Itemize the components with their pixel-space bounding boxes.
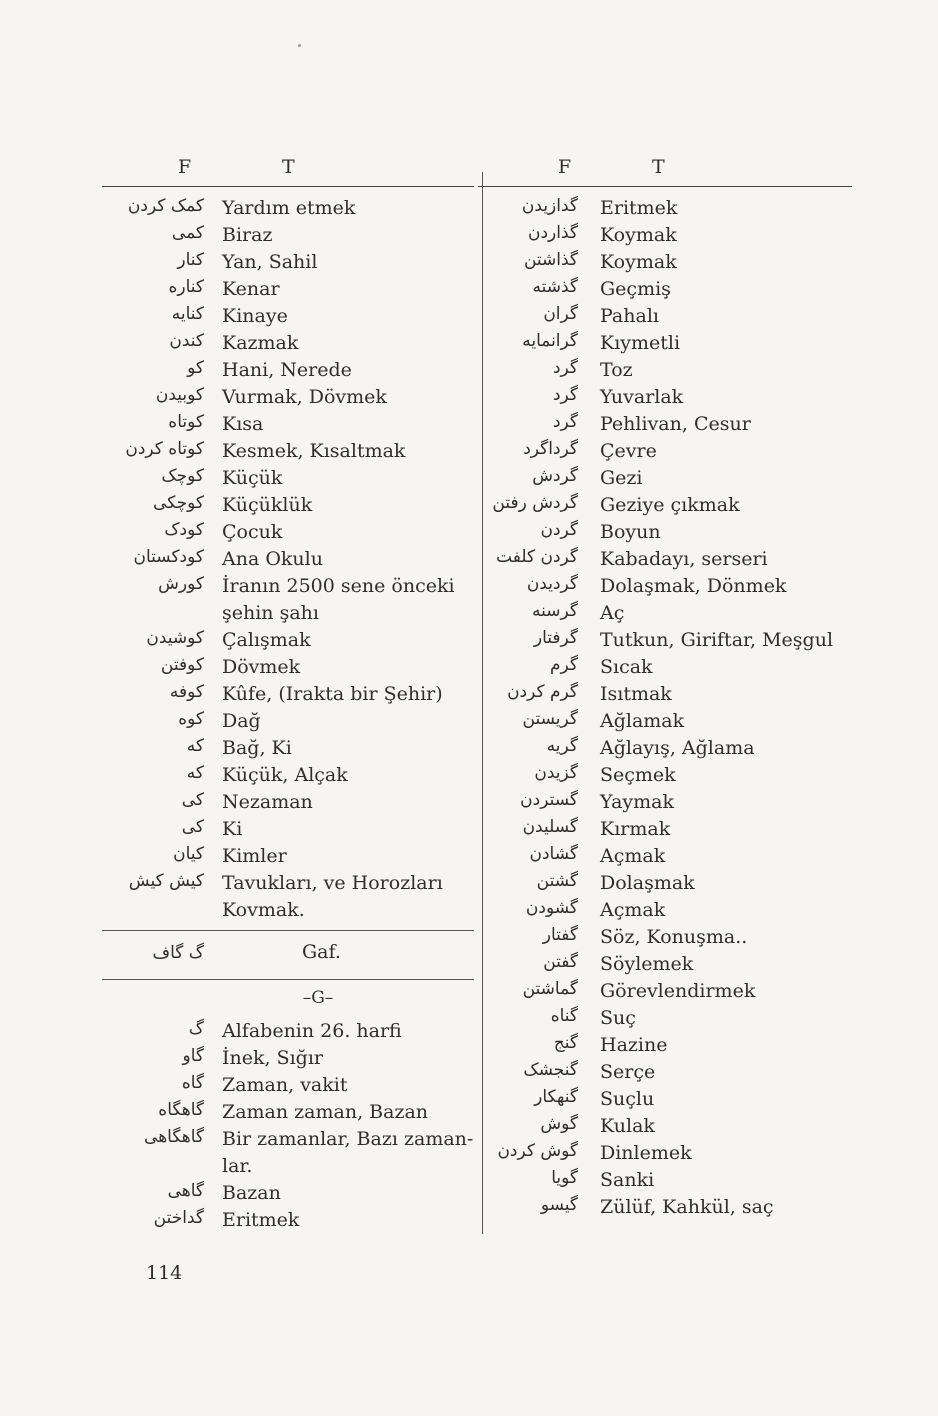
turkish-meaning: Ki — [222, 818, 243, 840]
persian-word: گذاردن — [527, 223, 578, 243]
dictionary-entry — [102, 789, 474, 816]
persian-word: گاهگاه — [158, 1100, 204, 1120]
turkish-meaning: Bazan — [222, 1182, 281, 1204]
turkish-meaning: Dağ — [222, 710, 261, 732]
dictionary-entry — [102, 816, 474, 843]
dictionary-entry — [102, 411, 474, 438]
persian-word: که — [186, 736, 204, 756]
dictionary-entry — [478, 384, 852, 411]
turkish-meaning: Geziye çıkmak — [600, 494, 740, 516]
right-column — [478, 152, 852, 1221]
dictionary-entry — [478, 1059, 852, 1086]
dictionary-entry — [102, 1018, 474, 1045]
dictionary-entry — [102, 708, 474, 735]
persian-word: گرانمایه — [522, 331, 578, 351]
dictionary-entry — [102, 546, 474, 573]
turkish-meaning: Suç — [600, 1007, 636, 1029]
turkish-meaning: Toz — [600, 359, 633, 381]
persian-word: گریه — [546, 736, 578, 756]
persian-word: گوش — [540, 1114, 578, 1134]
turkish-meaning: Çevre — [600, 440, 657, 462]
turkish-meaning: Geçmiş — [600, 278, 671, 300]
dictionary-entry — [478, 843, 852, 870]
turkish-meaning: Söz, Konuşma.. — [600, 926, 748, 948]
dictionary-entry — [102, 1207, 474, 1234]
turkish-meaning: Kazmak — [222, 332, 299, 354]
persian-word: گران — [543, 304, 578, 324]
turkish-meaning: Kırmak — [600, 818, 671, 840]
dictionary-entry — [478, 681, 852, 708]
turkish-meaning: Çalışmak — [222, 629, 311, 651]
persian-word: گفتار — [542, 925, 578, 945]
turkish-meaning: Suçlu — [600, 1088, 655, 1110]
persian-word: گویا — [551, 1168, 578, 1188]
dictionary-entry — [478, 357, 852, 384]
persian-word: گذاشتن — [523, 250, 578, 270]
persian-word: کندن — [169, 331, 204, 351]
header-rule — [102, 186, 474, 187]
turkish-meaning: Eritmek — [222, 1209, 300, 1231]
dictionary-entry — [102, 681, 474, 708]
persian-word: گردن — [540, 520, 578, 540]
persian-word: گشتن — [536, 871, 578, 891]
dictionary-entry — [478, 222, 852, 249]
turkish-meaning: Yaymak — [600, 791, 674, 813]
dictionary-entry — [478, 438, 852, 465]
section-title: Gaf. — [302, 941, 341, 963]
dictionary-entry — [102, 1099, 474, 1126]
persian-word: کوتاه کردن — [125, 439, 204, 459]
turkish-meaning: Dolaşmak, Dönmek — [600, 575, 787, 597]
g-heading: –G– — [302, 988, 334, 1008]
turkish-meaning: Açmak — [600, 845, 666, 867]
dictionary-entry — [478, 654, 852, 681]
dictionary-entry — [478, 276, 852, 303]
persian-word: گوش کردن — [497, 1141, 578, 1161]
turkish-meaning: Gezi — [600, 467, 643, 489]
header-t: T — [652, 156, 665, 178]
header-t: T — [282, 156, 295, 178]
persian-word: گناه — [550, 1006, 578, 1026]
right-header — [478, 152, 852, 186]
dictionary-entry — [478, 870, 852, 897]
persian-word: گرد — [552, 385, 578, 405]
dictionary-entry — [478, 1194, 852, 1221]
turkish-meaning: Zülüf, Kahkül, saç — [600, 1196, 774, 1218]
dictionary-entry — [478, 708, 852, 735]
persian-word: کورش — [158, 574, 204, 594]
left-header — [102, 152, 474, 186]
dictionary-entry — [478, 303, 852, 330]
persian-word: کوه — [178, 709, 204, 729]
turkish-meaning: Pahalı — [600, 305, 659, 327]
turkish-meaning: Çocuk — [222, 521, 283, 543]
turkish-meaning: Sanki — [600, 1169, 655, 1191]
dictionary-entry — [102, 843, 474, 870]
persian-word: کوچک — [161, 466, 204, 486]
persian-word: گاهگاهی — [144, 1127, 204, 1147]
persian-word: کنایه — [171, 304, 204, 324]
dictionary-entry — [478, 492, 852, 519]
persian-word: کیان — [173, 844, 204, 864]
turkish-meaning: Yuvarlak — [600, 386, 684, 408]
dictionary-entry — [102, 276, 474, 303]
persian-word: گردش رفتن — [492, 493, 578, 513]
dictionary-entry — [102, 870, 474, 924]
persian-word: کوفه — [169, 682, 204, 702]
dictionary-entry — [102, 492, 474, 519]
persian-word: گردن کلفت — [496, 547, 578, 567]
persian-word: کمی — [171, 223, 204, 243]
dictionary-entry — [102, 465, 474, 492]
dictionary-entry — [102, 1180, 474, 1207]
dictionary-entry — [478, 1113, 852, 1140]
turkish-meaning: İnek, Sığır — [222, 1047, 323, 1069]
persian-word: گرداگرد — [523, 439, 578, 459]
right-entries — [478, 195, 852, 1221]
dictionary-entry — [478, 411, 852, 438]
turkish-meaning: Küçüklük — [222, 494, 313, 516]
persian-word: گردش — [532, 466, 578, 486]
turkish-meaning: Dolaşmak — [600, 872, 695, 894]
persian-word: گنجشک — [523, 1060, 578, 1080]
turkish-meaning: Kıymetli — [600, 332, 681, 354]
turkish-meaning: Biraz — [222, 224, 273, 246]
dictionary-entry — [102, 627, 474, 654]
left-column — [102, 152, 474, 1234]
turkish-meaning: Tutkun, Giriftar, Meşgul — [600, 629, 834, 651]
persian-word: گذشته — [532, 277, 578, 297]
persian-word: گسلیدن — [522, 817, 578, 837]
dictionary-entry — [478, 249, 852, 276]
turkish-meaning: Pehlivan, Cesur — [600, 413, 751, 435]
persian-word: گرم — [550, 655, 578, 675]
turkish-meaning: Hani, Nerede — [222, 359, 352, 381]
turkish-meaning: Kulak — [600, 1115, 655, 1137]
turkish-meaning: Kimler — [222, 845, 287, 867]
page-number: 114 — [146, 1262, 183, 1284]
persian-word: گداختن — [153, 1208, 204, 1228]
g-entries — [102, 1018, 474, 1234]
turkish-meaning: Zaman zaman, Bazan — [222, 1101, 429, 1123]
persian-word: گاو — [182, 1046, 204, 1066]
dictionary-entry — [478, 573, 852, 600]
dictionary-entry — [102, 438, 474, 465]
turkish-meaning: Kesmek, Kısaltmak — [222, 440, 406, 462]
turkish-meaning: Ana Okulu — [222, 548, 323, 570]
dictionary-entry — [478, 195, 852, 222]
dictionary-entry — [478, 735, 852, 762]
turkish-meaning: Dövmek — [222, 656, 301, 678]
dictionary-entry — [478, 1032, 852, 1059]
dictionary-entry — [102, 357, 474, 384]
persian-word: گاه — [181, 1073, 204, 1093]
dictionary-entry — [478, 1140, 852, 1167]
turkish-meaning: İranın 2500 sene önceki şehin şahı — [222, 575, 455, 624]
speck — [298, 44, 301, 47]
dictionary-entry — [478, 897, 852, 924]
turkish-meaning: Küçük — [222, 467, 283, 489]
left-entries — [102, 195, 474, 924]
persian-word: گنهکار — [534, 1087, 578, 1107]
persian-word: گاهی — [167, 1181, 204, 1201]
persian-word: که — [186, 763, 204, 783]
persian-word: کناره — [168, 277, 204, 297]
dictionary-entry — [478, 627, 852, 654]
turkish-meaning: Zaman, vakit — [222, 1074, 348, 1096]
dictionary-entry — [478, 1167, 852, 1194]
turkish-meaning: Yan, Sahil — [222, 251, 318, 273]
dictionary-entry — [102, 573, 474, 627]
dictionary-entry — [102, 762, 474, 789]
turkish-meaning: Küçük, Alçak — [222, 764, 348, 786]
persian-word: گرد — [552, 358, 578, 378]
dictionary-entry — [102, 222, 474, 249]
turkish-meaning: Vurmak, Dövmek — [222, 386, 387, 408]
turkish-meaning: Seçmek — [600, 764, 676, 786]
dictionary-entry — [102, 1072, 474, 1099]
dictionary-entry — [102, 384, 474, 411]
turkish-meaning: Kenar — [222, 278, 280, 300]
turkish-meaning: Nezaman — [222, 791, 313, 813]
persian-word: کوشیدن — [146, 628, 204, 648]
dictionary-entry — [478, 762, 852, 789]
turkish-meaning: Kinaye — [222, 305, 288, 327]
persian-word: گیسو — [540, 1195, 578, 1215]
persian-word: گماشتن — [522, 979, 578, 999]
persian-word: کمک کردن — [127, 196, 204, 216]
header-f: F — [178, 156, 192, 178]
header-f: F — [558, 156, 572, 178]
persian-word: کوچکی — [153, 493, 204, 513]
persian-word: گفتن — [543, 952, 578, 972]
turkish-meaning: Açmak — [600, 899, 666, 921]
persian-word: گریستن — [522, 709, 578, 729]
dictionary-entry — [478, 330, 852, 357]
turkish-meaning: Alfabenin 26. harfi — [222, 1020, 402, 1042]
persian-word: گنج — [553, 1033, 578, 1053]
persian-word: کی — [181, 817, 204, 837]
persian-word: گدازیدن — [521, 196, 578, 216]
dictionary-entry — [102, 1045, 474, 1072]
persian-word: کوبیدن — [155, 385, 204, 405]
persian-word: گشودن — [525, 898, 578, 918]
persian-word: کو — [187, 358, 204, 378]
persian-word: گرسنه — [532, 601, 578, 621]
persian-word: کودکستان — [133, 547, 204, 567]
turkish-meaning: Sıcak — [600, 656, 653, 678]
persian-word: گرم کردن — [507, 682, 578, 702]
dictionary-entry — [102, 654, 474, 681]
turkish-meaning: Kısa — [222, 413, 264, 435]
turkish-meaning: Kabadayı, serseri — [600, 548, 768, 570]
dictionary-entry — [478, 816, 852, 843]
persian-word: گرفتار — [533, 628, 578, 648]
dictionary-entry — [478, 1005, 852, 1032]
header-rule — [478, 186, 852, 187]
persian-word: کودک — [164, 520, 204, 540]
section-persian: گ گاف — [152, 943, 204, 963]
dictionary-entry — [478, 546, 852, 573]
dictionary-entry — [478, 519, 852, 546]
dictionary-entry — [102, 330, 474, 357]
dictionary-entry — [102, 1126, 474, 1180]
dictionary-entry — [102, 303, 474, 330]
dictionary-entry — [478, 1086, 852, 1113]
turkish-meaning: Görevlendirmek — [600, 980, 756, 1002]
persian-word: گستردن — [520, 790, 578, 810]
turkish-meaning: Eritmek — [600, 197, 678, 219]
turkish-meaning: Hazine — [600, 1034, 668, 1056]
turkish-meaning: Kûfe, (Irakta bir Şehir) — [222, 683, 443, 705]
dictionary-entry — [478, 465, 852, 492]
dictionary-entry — [478, 600, 852, 627]
turkish-meaning: Isıtmak — [600, 683, 672, 705]
persian-word: گشادن — [529, 844, 578, 864]
turkish-meaning: Ağlamak — [600, 710, 685, 732]
dictionary-entry — [478, 978, 852, 1005]
turkish-meaning: Koymak — [600, 224, 677, 246]
dictionary-entry — [102, 735, 474, 762]
persian-word: گرد — [552, 412, 578, 432]
turkish-meaning: Ağlayış, Ağlama — [600, 737, 755, 759]
turkish-meaning: Boyun — [600, 521, 661, 543]
turkish-meaning: Bir zamanlar, Bazı zaman- lar. — [222, 1128, 474, 1177]
gaf-section — [102, 930, 474, 980]
turkish-meaning: Koymak — [600, 251, 677, 273]
turkish-meaning: Aç — [600, 602, 625, 624]
persian-word: کی — [181, 790, 204, 810]
dictionary-entry — [102, 195, 474, 222]
dictionary-entry — [478, 924, 852, 951]
persian-word: گردیدن — [526, 574, 578, 594]
turkish-meaning: Dinlemek — [600, 1142, 692, 1164]
turkish-meaning: Bağ, Ki — [222, 737, 292, 759]
persian-word: کنار — [177, 250, 204, 270]
dictionary-entry — [102, 519, 474, 546]
turkish-meaning: Yardım etmek — [222, 197, 356, 219]
dictionary-entry — [102, 249, 474, 276]
turkish-meaning: Söylemek — [600, 953, 694, 975]
persian-word: گزیدن — [534, 763, 578, 783]
persian-word: کوفتن — [160, 655, 204, 675]
persian-word: کیش کیش — [128, 871, 204, 891]
persian-word: کوتاه — [168, 412, 204, 432]
dictionary-entry — [478, 951, 852, 978]
persian-word: گ — [188, 1019, 204, 1039]
dictionary-entry — [478, 789, 852, 816]
turkish-meaning: Serçe — [600, 1061, 656, 1083]
turkish-meaning: Tavukları, ve Horozları Kovmak. — [222, 872, 443, 921]
